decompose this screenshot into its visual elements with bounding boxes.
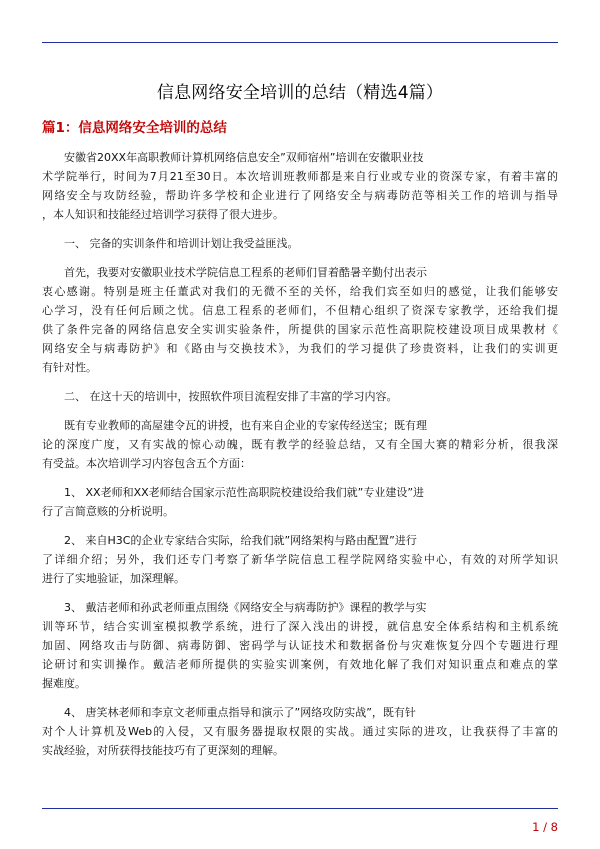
paragraph-5: 既有专业教师的高屋建令瓦的讲授，也有来自企业的专家传经送宝；既有理 论的深度广度，又有实战的惊心动魄，既有教学的经验总结，又有全国大赛的精彩分析，很我深 有受益。本次培训学习内容包含五个方面： [42,419,558,470]
paragraph-1: 安徽省20XX年高职教师计算机网络信息安全”双师宿州”培训在安徽职业技 术学院举行，时间为7月21至30日。本次培训班教师都是来自行业或专业的资深专家，有着丰富的 网络安全与攻防经验，帮助许多学校和企业进行了网络安全与病毒防范等相关工作的培训与指导 ，本人知识和技能经过培训学习获得了很大进步。 [42,151,558,221]
paragraph-6: 1、 XX老师和XX老师结合国家示范性高职院校建设给我们就”专业建设”进 行了言简意赅的分析说明。 [42,486,425,518]
footer-rule [42,808,558,809]
paragraph-2: 一、 完备的实训条件和培训计划让我受益匪浅。 [64,237,299,250]
document-title: 信息网络安全培训的总结（精选4篇） [156,83,444,103]
paragraph-8: 3、 戴洁老师和孙武老师重点围绕《网络安全与病毒防护》课程的教学与实 训等环节，结合实训室模拟教学系统，进行了深入浅出的讲授，就信息安全体系结构和主机系统 加固、网络攻击与防御、病毒防御、密码学与认证技术和数据备份与灾难恢复分四个专题进行理 论研讨和实训操作。戴洁老师所提供的实验实训案例，有效地化解了我们对知识重点和难点的掌 握难度。 [42,601,558,690]
document-body [42,148,558,770]
section-heading: 篇1：信息网络安全培训的总结 [42,120,227,136]
header-rule [42,42,558,43]
paragraph-3: 首先，我要对安徽职业技术学院信息工程系的老师们冒着酷暑辛勤付出表示 衷心感谢。特别是班主任董武对我们的无微不至的关怀，给我们宾至如归的感觉，让我们能够安 心学习，没有任何后顾之忧。信息工程系的老师们，不但精心组织了资深专家教学，还给我们提 供了条件完备的网络信息安全实训实验条件，所提供的国家示范性高职院校建设项目成果教材《 网络安全与病毒防护》和《路由与交换技术》，为我们的学习提供了珍贵资料，让我们的实训更 有针对性。 [42,266,558,374]
paragraph-7: 2、 来自H3C的企业专家结合实际，给我们就”网络架构与路由配置”进行 了详细介绍；另外，我们还专门考察了新华学院信息工程学院网络实验中心，有效的对所学知识 进行了实地验证，加深理解。 [42,534,558,585]
paragraph-9: 4、 唐笑林老师和李京文老师重点指导和演示了”网络攻防实战”，既有针 对个人计算机及Web的入侵，又有服务器提取权限的实战。通过实际的进攻，让我获得了丰富的 实战经验，对所获得技能技巧有了更深刻的理解。 [42,706,558,757]
paragraph-4: 二、 在这十天的培训中，按照软件项目流程安排了丰富的学习内容。 [64,390,398,403]
page-number: 1 / 8 [532,820,558,834]
